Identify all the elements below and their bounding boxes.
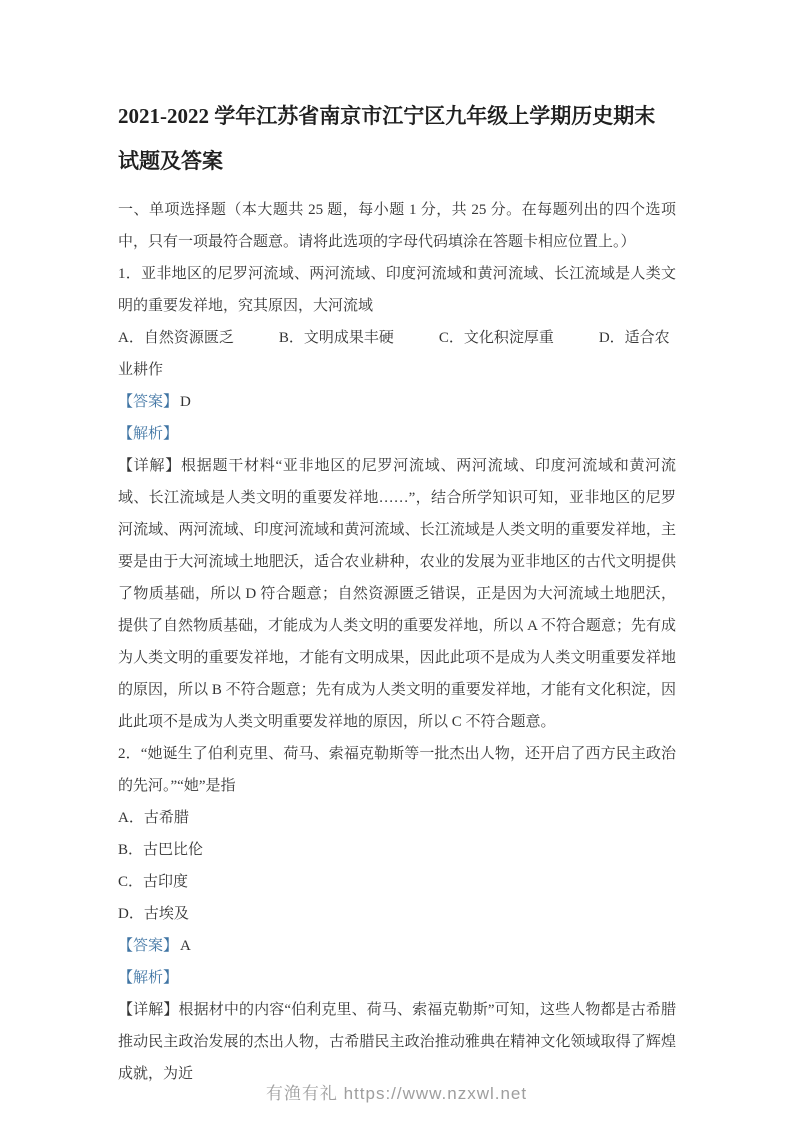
answer-value: D xyxy=(180,394,191,410)
answer-label: 【答案】 xyxy=(118,938,179,954)
analysis-label: 【解析】 xyxy=(118,426,179,442)
exam-document xyxy=(118,94,676,1090)
page-footer-watermark: 有渔有礼 https://www.nzxwl.net xyxy=(265,1084,528,1103)
answer-label: 【答案】 xyxy=(118,394,179,410)
question-1-detail: 【详解】根据题干材料“亚非地区的尼罗河流域、两河流域、印度河流域和黄河流域、长江流域是人类文明的重要发祥地……”，结合所学知识可知，亚非地区的尼罗河流域、两河流域、印度河流域和黄河流域、长江流域是人类文明的重要发祥地，主要是由于大河流域土地肥沃，适合农业耕种，农业的发展为亚非地区的古代文明提供了物质基础，所以 D 符合题意；自然资源匮乏错误，正是因为大河流域土地肥沃，提供了自然物质基础，才能成为人类文明的重要发祥地，所以 A 不符合题意；先有成为人类文明的重要发祥地，才能有文明成果，因此此项不是成为人类文明重要发祥地的原因，所以 B 不符合题意；先有成为人类文明的重要发祥地，才能有文化积淀，因此此项不是成为人类文明重要发祥地的原因，所以 C 不符合题意。 xyxy=(118,458,676,730)
question-2-option-c: C．古印度 xyxy=(118,874,189,890)
question-1-stem: 1．亚非地区的尼罗河流域、两河流域、印度河流域和黄河流域、长江流域是人类文明的重要发祥地，究其原因，大河流域 xyxy=(118,266,676,314)
page-title-line-2: 试题及答案 xyxy=(118,149,223,173)
page-title xyxy=(118,94,676,184)
question-1-analysis-line xyxy=(118,418,676,450)
question-2-option-a: A．古希腊 xyxy=(118,810,189,826)
analysis-label: 【解析】 xyxy=(118,970,179,986)
question-2-option-d: D．古埃及 xyxy=(118,906,189,922)
question-2-answer-line xyxy=(118,930,676,962)
question-1-options: A．自然资源匮乏 B．文明成果丰硬 C．文化积淀厚重 D．适合农业耕作 xyxy=(118,330,670,378)
page-title-line-1: 2021-2022 学年江苏省南京市江宁区九年级上学期历史期末 xyxy=(118,104,656,128)
question-2-option-b: B．古巴比伦 xyxy=(118,842,204,858)
question-2-stem: 2．“她诞生了伯利克里、荷马、索福克勒斯等一批杰出人物，还开启了西方民主政治的先河。”“她”是指 xyxy=(118,746,676,794)
question-2-analysis-line xyxy=(118,962,676,994)
question-2-detail: 【详解】根据材中的内容“伯利克里、荷马、索福克勒斯”可知，这些人物都是古希腊推动民主政治发展的杰出人物，古希腊民主政治推动雅典在精神文化领域取得了辉煌成就，为近 xyxy=(118,1002,676,1082)
question-2 xyxy=(118,738,676,1090)
question-1 xyxy=(118,258,676,738)
answer-value: A xyxy=(180,938,191,954)
question-1-answer-line xyxy=(118,386,676,418)
section-instructions: 一、单项选择题（本大题共 25 题，每小题 1 分，共 25 分。在每题列出的四个选项中，只有一项最符合题意。请将此选项的字母代码填涂在答题卡相应位置上。） xyxy=(118,202,676,250)
